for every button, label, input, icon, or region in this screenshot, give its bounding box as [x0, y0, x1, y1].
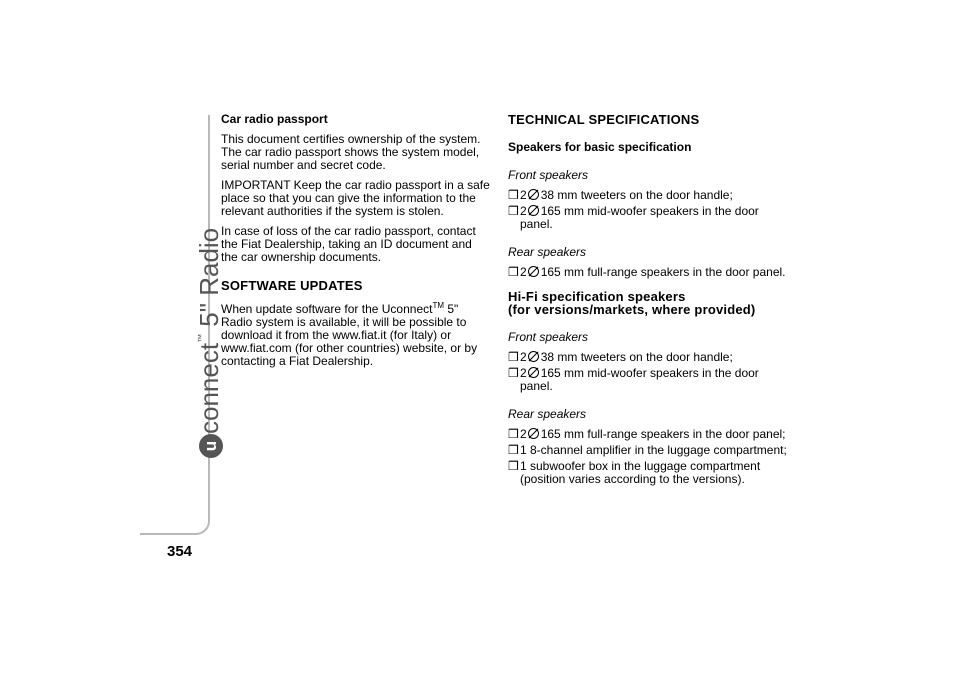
- list-item-text: 165 mm full-range speakers in the door panel;: [540, 427, 786, 441]
- page-number: 354: [167, 543, 193, 560]
- list-item: [508, 367, 793, 393]
- heading-software-updates: SOFTWARE UPDATES: [221, 278, 363, 293]
- section-title-main: connect: [194, 342, 224, 434]
- list-item-text: 38 mm tweeters on the door handle;: [540, 350, 733, 364]
- list-item: [508, 205, 793, 231]
- checkbox-icon: ❒: [508, 350, 519, 364]
- diameter-icon: [528, 367, 539, 378]
- label-front-speakers: Front speakers: [508, 168, 589, 182]
- diameter-icon: [528, 189, 539, 200]
- list-item: [508, 266, 793, 279]
- heading-technical-specifications: TECHNICAL SPECIFICATIONS: [508, 112, 700, 127]
- left-column: [221, 113, 491, 375]
- list-item-text: 165 mm mid-woofer speakers in the door panel.: [520, 204, 759, 231]
- list-item: [508, 351, 793, 364]
- checkbox-icon: ❒: [508, 427, 519, 441]
- paragraph-important: IMPORTANT Keep the car radio passport in a safe place so that you can give the information to the relevant authorities if the system is stolen.: [221, 178, 490, 218]
- list-item-text: 1 8-channel amplifier in the luggage compartment;: [520, 443, 787, 457]
- label-rear-speakers: Rear speakers: [508, 245, 587, 259]
- checkbox-icon: ❒: [508, 265, 519, 279]
- trademark-sup: ™: [196, 333, 206, 343]
- list-item: [508, 428, 793, 441]
- checkbox-icon: ❒: [508, 459, 519, 473]
- diameter-icon: [528, 428, 539, 439]
- quantity: 2: [520, 366, 527, 380]
- heading-hifi-speakers: Hi-Fi specification speakers: [508, 289, 686, 304]
- text-segment: When update software for the Uconnect: [221, 302, 433, 316]
- paragraph-software-updates: [221, 299, 491, 368]
- checkbox-icon: ❒: [508, 188, 519, 202]
- right-column: [508, 113, 793, 489]
- diameter-icon: [528, 205, 539, 216]
- trademark-sup: TM: [432, 301, 445, 310]
- list-item: [508, 444, 793, 457]
- paragraph-passport-desc: This document certifies ownership of the system. The car radio passport shows the system model, serial number and secret code.: [221, 132, 481, 172]
- paragraph-loss: In case of loss of the car radio passport, contact the Fiat Dealership, taking an ID document and the car ownership documents.: [221, 224, 476, 264]
- text-segment: 5" Radio system is available, it will be possible to download it from the www.fiat.it (for Italy) or www.fiat.com (for other countries) website, or by contacting a Fiat Dealership.: [221, 302, 478, 368]
- quantity: 2: [520, 265, 527, 279]
- section-title-vertical: [186, 228, 224, 458]
- label-front-speakers: Front speakers: [508, 330, 589, 344]
- checkbox-icon: ❒: [508, 443, 519, 457]
- heading-car-radio-passport: Car radio passport: [221, 112, 328, 126]
- list-item-text: 165 mm mid-woofer speakers in the door panel.: [520, 366, 759, 393]
- checkbox-icon: ❒: [508, 204, 519, 218]
- heading-hifi-speakers-note: (for versions/markets, where provided): [508, 302, 756, 317]
- quantity: 2: [520, 427, 527, 441]
- list-item-text: 165 mm full-range speakers in the door panel.: [540, 265, 786, 279]
- label-rear-speakers: Rear speakers: [508, 407, 587, 421]
- list-item: [508, 460, 793, 486]
- quantity: 2: [520, 204, 527, 218]
- uconnect-logo-icon: u: [199, 434, 223, 458]
- list-item-text: 38 mm tweeters on the door handle;: [540, 188, 733, 202]
- section-title-rest: 5" Radio: [194, 227, 224, 334]
- heading-basic-speakers: Speakers for basic specification: [508, 140, 692, 154]
- list-item-text: 1 subwoofer box in the luggage compartment (position varies according to the versions).: [520, 459, 761, 486]
- diameter-icon: [528, 266, 539, 277]
- quantity: 2: [520, 350, 527, 364]
- diameter-icon: [528, 351, 539, 362]
- quantity: 2: [520, 188, 527, 202]
- checkbox-icon: ❒: [508, 366, 519, 380]
- list-item: [508, 189, 793, 202]
